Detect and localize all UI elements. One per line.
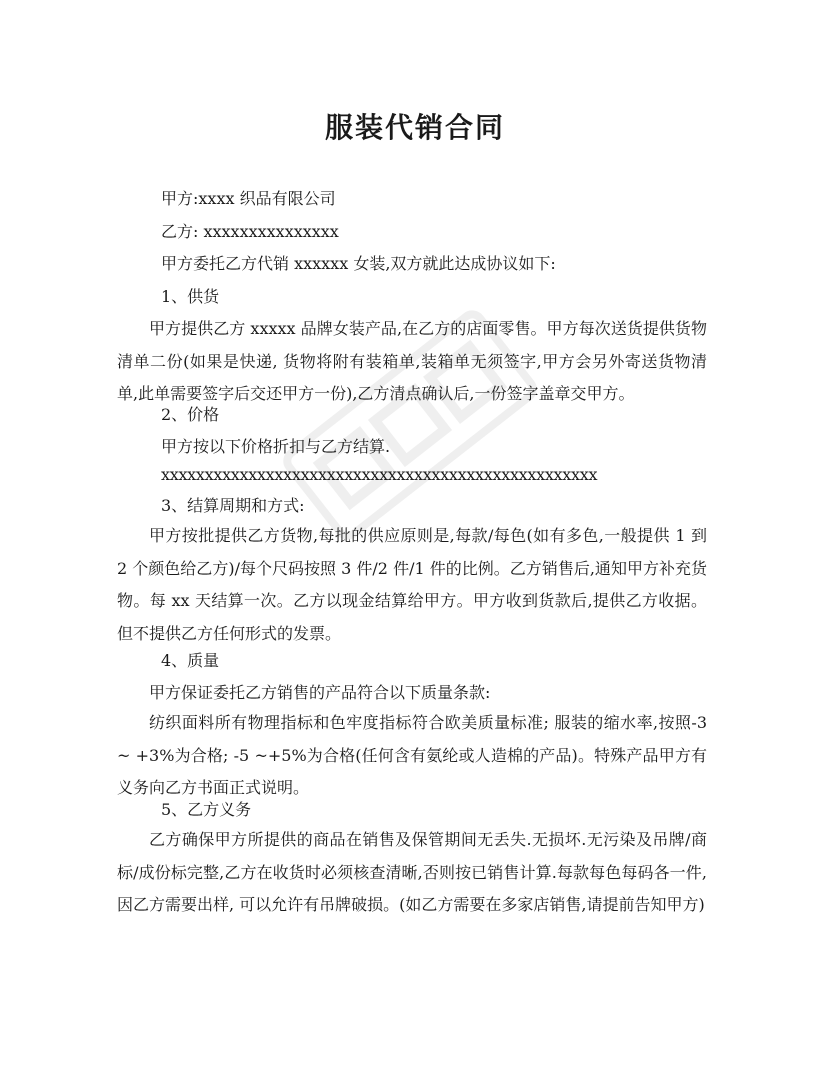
quality-paragraph-standards: 纺织面料所有物理指标和色牢度指标符合欧美质量标准; 服装的缩水率,按照-3 ~ +3%为合格; -5 ~+5%为合格(任何含有氨纶或人造棉的产品)。特殊产品甲方有义务向乙方书面正式说明。	[117, 713, 707, 797]
price-placeholder-line: xxxxxxxxxxxxxxxxxxxxxxxxxxxxxxxxxxxxxxxxxxxxxxxxxx	[161, 465, 598, 484]
quality-paragraph-intro: 甲方保证委托乙方销售的产品符合以下质量条款:	[149, 683, 491, 702]
section-heading-settlement: 3、结算周期和方式:	[161, 496, 305, 515]
party-a-line: 甲方:xxxx 织品有限公司	[161, 189, 336, 208]
section-heading-price: 2、价格	[161, 405, 220, 424]
section-heading-supply: 1、供货	[161, 287, 220, 306]
party-b-line: 乙方: xxxxxxxxxxxxxxx	[161, 222, 339, 241]
document-title: 服装代销合同	[324, 111, 505, 144]
intro-line: 甲方委托乙方代销 xxxxxx 女装,双方就此达成协议如下:	[161, 254, 556, 273]
obligations-paragraph: 乙方确保甲方所提供的商品在销售及保管期间无丢失.无损坏.无污染及吊牌/商标/成份标完整,乙方在收货时必须核查清晰,否则按已销售计算.每款每色每码各一件,因乙方需要出样, 可以允许有吊牌破损。(如乙方需要在多家店销售,请提前告知甲方)	[117, 830, 707, 914]
section-heading-obligations: 5、乙方义务	[161, 800, 252, 819]
section-heading-quality: 4、质量	[161, 651, 220, 670]
settlement-paragraph: 甲方按批提供乙方货物,每批的供应原则是,每款/每色(如有多色,一般提供 1 到 2 个颜色给乙方)/每个尺码按照 3 件/2 件/1 件的比例。乙方销售后,通知甲方补充货物。每 xx 天结算一次。乙方以现金结算给甲方。甲方收到货款后,提供乙方收据。但不提供乙方任何形式的发票。	[117, 526, 707, 643]
price-paragraph: 甲方按以下价格折扣与乙方结算.	[161, 437, 391, 456]
supply-paragraph: 甲方提供乙方 xxxxx 品牌女装产品,在乙方的店面零售。甲方每次送货提供货物清单二份(如果是快递, 货物将附有装箱单,装箱单无须签字,甲方会另外寄送货物清单,此单需要签字后交还甲方一份),乙方清点确认后,一份签字盖章交甲方。	[117, 319, 707, 403]
